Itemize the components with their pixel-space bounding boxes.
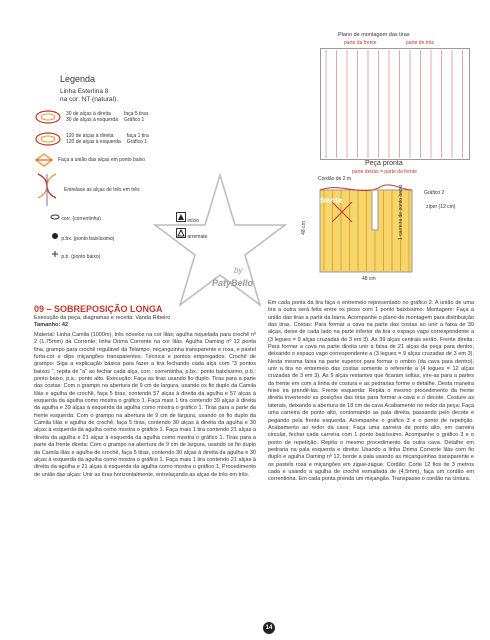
key-slip-label: p.bx. (ponto baixíssimo) xyxy=(61,236,115,242)
key-sc-label: p.b. (ponto baixo) xyxy=(61,254,101,260)
left-column-text: Material: Linha Camila (1000m), três novelos na cor lilás; agulha niquelada para crochê nº 2 (1,75mm) da Corrente; linha Drima Corrente na cor lilás. Agulha Daming nº 12 ponta fina, grampo para crochê regulável da Telampo; miçanguinha transparente e rosa, e pastel furta-cor e dips miçangões transparentes. Técnica e pontos empregados: Crochê de grampo: Siga a explicação básica para fazer a tira fechando cada alça com "3 pontos baixos ", repita de "a" ao fechar cada alça, corr.: correntinha, p.bx.: ponto baixíssimo, p.b.: ponto baixo, p.a.: ponto alto. Execução: Faça as tiras usando fio duplo. Tiras para a parte das costas: Com o grampo na abertura de 9 cm de largura, usando os fio duplo da Camila lilás e agulha de crochê, faça 5 tiras, contendo 57 alças à direita da agulha e 57 alças à esquerda da agulha como mostra o gráfico 1. Faça mais 1 tira contendo 39 alças à direita da agulha e 39 alças à esquerda da agulha como mostra o gráfico 1. Tiras para a parte da frente esquerda: Com o grampo na abertura de 9 cm de largura, usando os fio duplo da Camila lilás e agulha de crochê, faça 5 tiras, contendo 30 alças à direita da agulha e 30 alças à esquerda da agulha como mostra o gráfico 1. Faça mais 1 tira contendo 21 alças à direita da agulha e 21 alças à esquerda da agulha como mostra o gráfico 1. Tiras para a parte da frente direita: Com o grampo na abertura de 9 cm de largura, usando os fio duplo da Camila lilás e agulha de crochê, faça 5 tiras, contendo 30 alças à direita da agulha e 30 alças à esquerda da agulha como mostra o gráfico 1. Faça mais 1 tira contendo 21 alças à direita da agulha e 21 alças à esquerda da agulha como mostra o gráfico 1. Procedimento de união das alças: Unir as tiras horizontalmente, entrelaçando as alças de três em três. xyxy=(34,332,256,478)
key-chain xyxy=(50,214,101,222)
interlace-icon xyxy=(34,172,60,208)
legend-interlace xyxy=(34,172,140,208)
height-label: 48 cm xyxy=(300,221,307,235)
graph2-label: Gráfico 2 xyxy=(424,190,445,196)
chain-icon xyxy=(50,214,60,220)
legend-row-1-a: 30 de alças à direita xyxy=(66,111,111,117)
legend-row-2-c1: faça 1 tira xyxy=(126,133,149,139)
legend-join xyxy=(34,152,145,168)
legend-row-1-c1: faça 5 tiras xyxy=(123,111,149,117)
legend-row-2-c2: Gráfico 1 xyxy=(126,139,148,145)
legend-yarn xyxy=(60,88,118,104)
interlace-text: Entrelace as alças de três em três xyxy=(64,187,140,193)
article-title: 09 – SOBREPOSIÇÃO LONGA xyxy=(34,304,163,314)
key-chain-label: corr. (correntinha) xyxy=(61,216,101,222)
plan-title: Plano de montagem das tiras xyxy=(338,32,410,38)
legend-row-1-c2: Gráfico 1 xyxy=(123,117,145,123)
loops-icon xyxy=(34,130,62,148)
loops-icon xyxy=(34,108,62,126)
watermark-name: PatyBello xyxy=(212,278,254,288)
legend-title: Legenda xyxy=(60,74,96,84)
cord-label: Cordão de 2 m xyxy=(318,176,352,182)
piece-sub: parte detrás = parte da frente xyxy=(352,169,417,175)
key-end-label: arremate xyxy=(187,234,208,240)
article-sub xyxy=(34,315,249,330)
width-label: 48 cm xyxy=(362,276,376,282)
plan-front-label: parte da frente xyxy=(344,40,377,46)
join-text: Faça a união das alças em ponto baixo xyxy=(58,157,145,163)
plan-back-label: parte de trás xyxy=(406,40,435,46)
key-sc xyxy=(50,250,100,260)
article-credits: Execução da peça, diagramas e receita: Vanda Ribeiro xyxy=(34,315,171,321)
page-number: 14 xyxy=(263,622,275,634)
slip-stitch-icon xyxy=(50,232,60,240)
join-icon xyxy=(34,152,54,168)
side-note: 1 carreira de ponto baixo xyxy=(398,184,404,240)
right-column-text: Em cada ponta da tira faça o entremeio representado no gráfico 2. A união de uma tira a outra será feita entre os picos com 1 ponto baixíssimo. Montagem: Faça a união das tiras a partir da barra. Acompanhe o plano de montagem para distribuição das tiras. Costas: Para formar a cava na parte das costas ao unir a faixa de 39 alças, deixe de cada lado na parte inferior da tira o espaço vago correspondente a (3 legues = 9 alças cruzadas de 3 em 3). As 39 alças centrais serão. Frente direita: Para formar a cava na parte direita unir a faixa de 21 alças da peça para dentro, deixando o espaço vago correspondente a (3 legues = 9 alças cruzadas de 3 em 3). Nesta mesma faixa na parte superior para formar o ombro (da cava para dentro), unir a tira no entremeio das costas somente o referente a (4 legues = 12 alças cruzadas de 3 em 3). As 9 alças restantes que ficaram soltas, vire-as para a partes da frente em com a linha de costura e as pedrarias forme o detalhe. Desta maneira feixe ira prendê-las. Frente esquerda: Repita o mesmo procedimento da frente direita invertendo as posições das tiras para formar a cava e o decote. Costure as laterais, deixando a abertura de 18 cm da cava Acabamento no redor da peça: Faça uma carreira de ponto alto, contornando as pala direita, passando pelo decote e pegando pela frente esquerda. Acompanhe o gráfico 3 e o ponto de repetição. Acabamento ao redor da cava: Faça uma carreira de ponto alto, em carreira circular, fechar cada carreira com 1 ponto baixíssimo. Acompanhe o gráfico 3 e o ponto de repetição. Repita o mesmo procedimento da outra cava. Detalhe em pedraria na pala esquerda e direita: Usando a linha Drima Corrente lilás com fio duplo e agulha Daming nº 12, borde a pala usando as miçanguinhas transparente e os pastels rosa e miçangões em zigue-zague. Cordão: Corte 12 fios de 3 metros cada e usando a agulha de crochê esmaltada de (4,5mm), faça um cordão em correntinha. Em cada ponta prenda um miçangão. Transpasse o cordão na cintura. xyxy=(268,300,474,483)
left-column xyxy=(34,332,256,479)
article-size: Tamanho: 42 xyxy=(34,322,69,329)
front-label: frente xyxy=(320,196,343,205)
legend-row-1 xyxy=(34,108,148,126)
key-start-label: início xyxy=(187,218,200,224)
watermark-by: by xyxy=(234,266,243,275)
key-slip xyxy=(50,232,114,242)
assembly-plan xyxy=(320,48,470,160)
legend-row-2-a: 120 de alças à direita xyxy=(66,133,114,139)
single-crochet-icon xyxy=(50,250,60,258)
legend-row-2 xyxy=(34,130,149,148)
right-column xyxy=(268,300,474,484)
yarn-line-2: na cor: NT (natural). xyxy=(60,96,119,103)
legend-row-1-b: 30 de alças à esquerda xyxy=(66,117,118,123)
yarn-line-1: Linha Esterlina 8 xyxy=(60,88,109,95)
zipper-label: zíper (12 cm) xyxy=(426,204,456,210)
watermark-star xyxy=(150,170,290,310)
piece-title: Peça pronta xyxy=(365,160,403,167)
legend-row-2-b: 120 de alças à esquerda xyxy=(66,139,121,145)
